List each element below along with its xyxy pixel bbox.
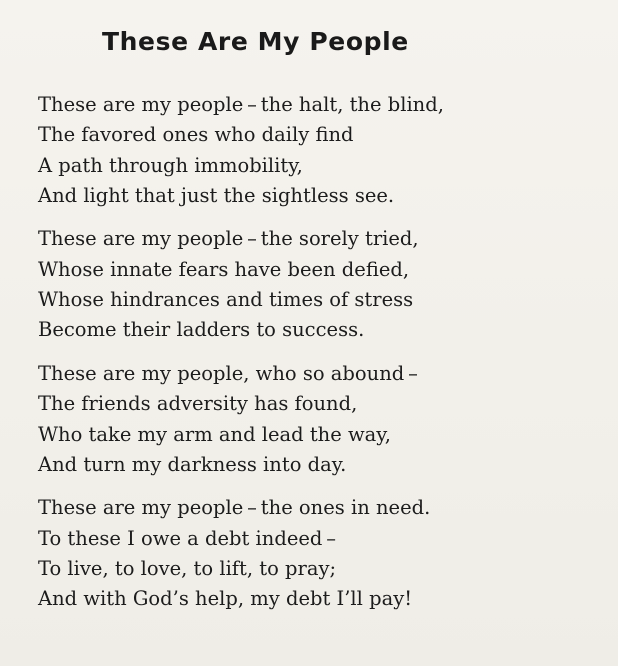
poem-line: These are my people – the halt, the blind, xyxy=(38,93,444,116)
poem-line: A path through immobility, xyxy=(38,153,303,177)
poem-line: To these I owe a debt indeed – xyxy=(38,526,337,550)
poem-title: These Are My People xyxy=(102,27,409,56)
poem-line: To live, to love, to lift, to pray; xyxy=(38,557,337,581)
poem-line: And turn my darkness into day. xyxy=(38,452,347,476)
poem-line: These are my people – the ones in need. xyxy=(38,496,431,520)
poem-line: And with God’s help, my debt I’ll pay! xyxy=(38,587,413,611)
stanza-3 xyxy=(38,359,608,480)
poem-line: These are my people, who so abound – xyxy=(38,361,418,385)
stanza-1 xyxy=(38,90,608,211)
poem-line: Whose hindrances and times of stress xyxy=(38,288,414,312)
poem-line: Become their ladders to success. xyxy=(38,318,365,342)
poem-line: The friends adversity has found, xyxy=(38,392,358,416)
poem-line: And light that just the sightless see. xyxy=(38,183,395,207)
poem-line: The favored ones who daily find xyxy=(38,123,354,147)
poem-line: These are my people – the sorely tried, xyxy=(38,227,419,251)
poem-line: Whose innate fears have been defied, xyxy=(38,257,410,281)
stanza-2 xyxy=(38,224,608,345)
poem-line: Who take my arm and lead the way, xyxy=(38,422,391,446)
poem-body xyxy=(38,90,608,628)
stanza-4 xyxy=(38,493,608,614)
